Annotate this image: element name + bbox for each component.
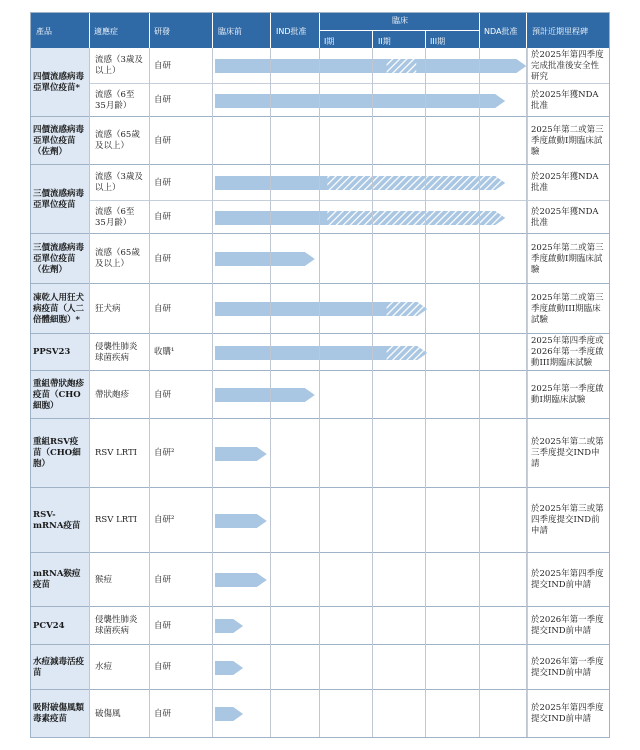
progress-bar (215, 447, 269, 463)
progress-bar (215, 252, 317, 268)
pipeline-table (30, 12, 610, 742)
indication-cell: 流感（65歲及以上） (95, 130, 140, 151)
progress-bar (215, 573, 269, 589)
indication-cell: 侵襲性肺炎球菌疾病 (95, 615, 138, 636)
column-divider (526, 48, 527, 738)
rd-cell: 自研 (154, 574, 172, 585)
progress-bar (215, 211, 507, 227)
progress-bar (215, 619, 245, 635)
table-row (89, 371, 610, 419)
table-header (30, 12, 610, 48)
progress-bar-fill (215, 661, 243, 675)
indication-cell: 流感（6至35月齡） (95, 89, 135, 111)
indication-cell: 流感（3歲及以上） (95, 172, 143, 193)
column-divider (479, 48, 480, 738)
progress-bar (215, 94, 507, 110)
progress-bar-fill (215, 514, 267, 528)
milestone-cell: 於2025年第四季度提交IND前申請 (527, 553, 610, 607)
progress-bar-hatch (387, 346, 428, 360)
indication-cell: 帶狀皰疹 (95, 389, 130, 400)
table-row (89, 419, 610, 488)
milestone-cell: 於2026年第一季度提交IND前申請 (527, 645, 610, 690)
column-divider (270, 48, 271, 738)
progress-bar-hatch (387, 302, 428, 316)
table-row (89, 690, 610, 738)
product-label: PCV24 (30, 607, 89, 645)
header-rd: 研發 (154, 27, 170, 36)
table-row (89, 165, 610, 201)
table-row (89, 48, 610, 84)
product-label: 三價流感病毒亞單位疫苗（佐劑） (30, 234, 89, 284)
header-phase3: III期 (430, 37, 446, 46)
product-label: PPSV23 (30, 334, 89, 371)
progress-bar-fill (215, 707, 243, 721)
milestone-cell: 2025年第一季度啟動I期臨床試驗 (527, 371, 610, 419)
indication-cell: 侵襲性肺炎球菌疾病 (95, 341, 138, 363)
table-row (89, 284, 610, 334)
header-phase1: I期 (324, 37, 335, 46)
column-divider (372, 48, 373, 738)
indication-cell: RSV LRTI (95, 448, 137, 458)
column-divider (89, 48, 90, 738)
milestone-cell: 2025年第二或第三季度啟動I期臨床試驗 (527, 234, 610, 284)
rd-cell: 自研 (154, 60, 172, 71)
milestone-cell: 於2025年獲NDA批准 (527, 201, 610, 234)
rd-cell: 自研 (154, 389, 172, 400)
table-row (89, 201, 610, 234)
milestone-cell: 於2025年第三或第四季度提交IND前申請 (527, 488, 610, 553)
progress-bar (215, 514, 269, 530)
progress-bar (215, 707, 245, 723)
column-divider (319, 48, 320, 738)
product-label: RSV-mRNA疫苗 (30, 488, 89, 553)
indication-cell: 狂犬病 (95, 303, 121, 314)
table-row (89, 607, 610, 645)
header-nda: NDA批准 (484, 27, 518, 36)
milestone-cell: 於2025年第四季度提交IND前申請 (527, 690, 610, 738)
milestone-cell: 於2025年第四季度完成批准後安全性研究 (527, 48, 610, 84)
indication-cell: RSV LRTI (95, 515, 137, 525)
table-row (89, 488, 610, 553)
table-row (89, 645, 610, 690)
milestone-cell: 2025年第二或第三季度啟動I期臨床試驗 (527, 117, 610, 165)
progress-bar-fill (215, 388, 315, 402)
milestone-cell: 於2025年獲NDA批准 (527, 165, 610, 201)
product-label: 重組帶狀皰疹疫苗（CHO細胞） (30, 371, 89, 419)
column-divider (425, 48, 426, 738)
rd-cell: 自研² (154, 515, 175, 525)
indication-cell: 破傷風 (95, 708, 121, 719)
rd-cell: 自研 (154, 620, 172, 631)
rd-cell: 自研² (154, 448, 175, 458)
rd-cell: 自研 (154, 177, 172, 188)
table-row (89, 234, 610, 284)
rd-cell: 收購¹ (154, 347, 175, 357)
indication-cell: 水痘 (95, 662, 113, 672)
progress-bar (215, 388, 317, 404)
milestone-cell: 於2025年第二或第三季度提交IND申請 (527, 419, 610, 488)
header-ind: IND批准 (276, 27, 307, 36)
rd-cell: 自研 (154, 212, 172, 222)
product-label: 四價流感病毒亞單位疫苗* (30, 48, 89, 117)
indication-cell: 流感（65歲及以上） (95, 248, 140, 269)
progress-bar-hatch (387, 59, 417, 73)
rd-cell: 自研 (154, 253, 172, 264)
product-label: mRNA猴痘疫苗 (30, 553, 89, 607)
column-divider (212, 48, 213, 738)
table-row (89, 84, 610, 117)
header-preclinical: 臨床前 (218, 27, 242, 36)
product-label: 凍乾人用狂犬病疫苗（人二倍體細胞）* (30, 284, 89, 334)
progress-bar-fill (215, 619, 243, 633)
progress-bar (215, 176, 507, 192)
rd-cell: 自研 (154, 662, 172, 672)
header-indication: 適應症 (94, 27, 118, 36)
header-product: 產品 (36, 27, 52, 36)
progress-bar (215, 346, 429, 362)
progress-bar-fill (215, 573, 267, 587)
product-label: 水痘減毒活疫苗 (30, 645, 89, 690)
milestone-cell: 2025年第四季度或2026年第一季度啟動III期臨床試驗 (527, 334, 610, 371)
rd-cell: 自研 (154, 95, 172, 105)
indication-cell: 流感（6至35月齡） (95, 206, 135, 228)
milestone-cell: 於2026年第一季度提交IND前申請 (527, 607, 610, 645)
rd-cell: 自研 (154, 708, 172, 719)
table-row (89, 553, 610, 607)
milestone-cell: 於2025年獲NDA批准 (527, 84, 610, 117)
progress-bar-fill (215, 447, 267, 461)
product-label: 重組RSV疫苗（CHO細胞） (30, 419, 89, 488)
progress-bar (215, 661, 245, 677)
milestone-cell: 2025年第二或第三季度啟動III期臨床試驗 (527, 284, 610, 334)
product-label: 四價流感病毒亞單位疫苗（佐劑） (30, 117, 89, 165)
column-divider (149, 48, 150, 738)
table-row (89, 117, 610, 165)
progress-bar-fill (215, 252, 315, 266)
group-divider (30, 737, 610, 738)
header-phase2: II期 (378, 37, 391, 46)
rd-cell: 自研 (154, 303, 172, 314)
indication-cell: 流感（3歲及以上） (95, 55, 143, 76)
indication-cell: 猴痘 (95, 574, 113, 585)
rd-cell: 自研 (154, 135, 172, 146)
progress-bar (215, 302, 429, 318)
table-row (89, 334, 610, 371)
product-label: 吸附破傷風類毒素疫苗 (30, 690, 89, 738)
product-label: 三價流感病毒亞單位疫苗 (30, 165, 89, 234)
header-milestone: 預計近期里程碑 (532, 27, 588, 36)
progress-bar-fill (215, 94, 505, 108)
header-clinical: 臨床 (392, 16, 408, 25)
